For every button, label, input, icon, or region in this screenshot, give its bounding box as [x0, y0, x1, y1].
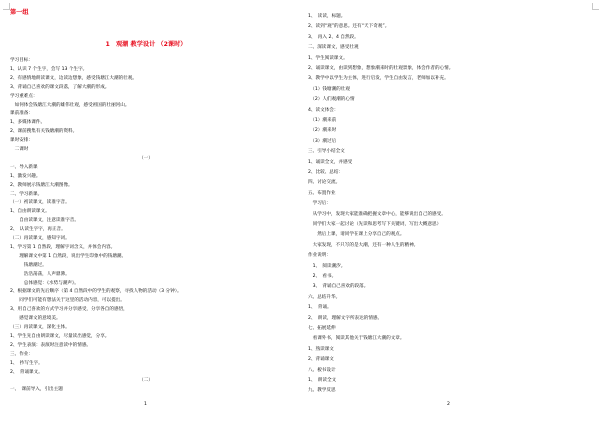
text-line: （1）潮来前: [308, 118, 337, 123]
text-line: 1、诵读全文，并感受: [308, 159, 353, 165]
text-line: 1、 抄写生字。: [10, 360, 43, 366]
text-line: 1、激发兴趣。: [10, 173, 41, 179]
text-line: （三）再读课文，深化主体。: [10, 325, 70, 330]
text-line: 钱塘潮过。: [10, 262, 47, 268]
text-line: 2、 朗读，理解文字所表达的情感。: [308, 315, 383, 321]
text-line: （二）再读课文，感知字词。: [10, 236, 70, 241]
text-line: 二、深读课文，感受壮观: [308, 45, 359, 51]
text-line: 3、用自己喜欢的方式学习并分享感受，分享各自的感悟，: [10, 307, 128, 313]
text-line: 从学习中，发现大家能准确把握文章中心，能够说出自己的感受。: [308, 211, 446, 217]
text-line: 2、学生表演：表演时注意读中的情感。: [10, 342, 92, 348]
text-line: 三、引导小结全文: [308, 149, 345, 155]
text-line: 一、导入新课: [10, 164, 38, 170]
text-line: 作业说明：: [308, 253, 331, 259]
text-line: 八、板书设计: [308, 367, 336, 373]
text-line: 六、总结升华。: [308, 294, 341, 300]
text-line: （2）潮来时: [308, 128, 337, 134]
text-line: 同学们可能有想法关于这里的活动内容，可以提出。: [10, 298, 125, 304]
text-line: 学习后：: [308, 201, 331, 207]
text-line: 学习目标：: [10, 58, 33, 63]
text-line: 课前准备：: [10, 111, 33, 117]
page-gutter: [292, 0, 300, 429]
text-line: （1）钱塘潮的壮观: [308, 86, 350, 92]
text-line: （一）: [139, 155, 153, 161]
text-line: 大家发现，不只写的是大潮，还有一种人生的精神。: [308, 242, 419, 248]
text-line: 1、多媒体课件。: [10, 120, 46, 126]
text-line: 同学们大家一起讨论（先读和思考写下关键词，写出大概意思）: [308, 222, 442, 227]
text-line: 1、 背诵。: [308, 305, 332, 311]
text-line: 2、 认读生字字，再正音。: [10, 227, 66, 233]
text-line: 4、读文体会：: [308, 107, 339, 113]
text-line: 2、课前搜集有关钱塘潮的资料。: [10, 129, 78, 135]
text-line: 2、教师展示钱塘江大潮图像。: [10, 182, 73, 188]
text-line: 1、 朗读全文: [308, 378, 337, 383]
text-line: 2、 看书。: [308, 274, 337, 279]
text-line: （一）初读课文，读准字音。: [10, 200, 70, 206]
crop-mark-top-left: [3, 3, 10, 10]
text-line: 1、熟读课文: [308, 346, 334, 352]
text-line: 感觉课文的意境美。: [10, 316, 61, 322]
text-line: 理解课文中第 1 自然段，说出学生印象中的钱塘潮。: [10, 253, 127, 259]
text-line: 1、 读读，标题。: [308, 14, 346, 19]
right-page: [300, 0, 600, 429]
text-line: （2）人们观潮的心情: [308, 97, 355, 103]
text-line: 3、教学中以学生为主体，进行启发，学生自由发言，老师加以补充。: [308, 76, 449, 82]
left-page: [0, 0, 292, 429]
text-line: 2、 背诵课文。: [10, 369, 43, 375]
lesson-title: 1 观潮 教学设计 （2课时）: [105, 41, 187, 48]
text-line: 然后上课，请同学在课上分享自己的观点。: [308, 232, 405, 238]
text-line: 七、拓展延伸: [308, 326, 336, 331]
text-line: 五、布置作业: [308, 190, 336, 196]
text-line: 自由读课文，注意读准字音。: [10, 218, 79, 224]
text-line: 2、根据课文的先后顺序（第 4 自然段中的学生的观察，寻找人物的活动（3 分钟）。: [10, 289, 182, 295]
text-line: 2、比较、总结：: [308, 170, 344, 175]
text-line: 四、讨论交流。: [308, 180, 341, 186]
text-line: 二课时: [10, 147, 29, 152]
text-line: 3、 背诵自己喜欢的段落。: [308, 284, 369, 290]
text-line: 学习重难点：: [10, 93, 38, 99]
text-line: 3、背诵自己喜欢的课文段落，了解大潮的形成。: [10, 84, 110, 90]
text-line: 1、学生阅读课文。: [308, 55, 348, 61]
text-line: 如何体会钱塘江大潮的雄伟壮观，感受祖国的壮丽河山。: [10, 102, 130, 108]
text-line: （二）: [139, 378, 153, 384]
text-line: 1、自由朗读课文。: [10, 209, 50, 215]
page-number-left: 1: [144, 402, 147, 407]
crop-mark-top-right: [592, 3, 599, 10]
text-line: 三、作业：: [10, 351, 33, 357]
text-line: 1、 阅读潮汐。: [308, 263, 346, 269]
text-line: （3）潮过后: [308, 138, 337, 144]
text-line: 1、学习第 1 自然段，理解字词含义，并体会内容。: [10, 244, 116, 250]
text-line: 浩浩荡荡，人声鼎沸。: [10, 271, 70, 277]
text-line: 二、学习新课。: [10, 191, 43, 197]
text-line: 一、 课前导入，引出主题: [10, 387, 63, 393]
text-line: 1、学生先自由朗读课文，尽量读出感觉，分享。: [10, 333, 110, 339]
text-line: 2、读到“观”的意思。还有“天下奇观”。: [308, 24, 390, 30]
text-line: 九、教学反思: [308, 388, 336, 394]
text-line: 3、 再入 2、4 自然段。: [308, 34, 359, 40]
text-line: 1、认识 7 个生字，会写 13 个生字。: [10, 66, 88, 72]
page-number-right: 2: [447, 402, 450, 407]
text-line: 2、背诵课文: [308, 357, 334, 363]
text-line: 总体感觉：《水势与潮声》。: [10, 280, 79, 286]
text-line: 2、诵读课文，由读到想象，想象潮来时的壮观景象，体会作者的心情。: [308, 66, 454, 71]
text-line: 看课外书，阅读其他关于钱塘江大潮的文章。: [308, 336, 405, 342]
chapter-label: 第一组: [10, 9, 29, 16]
text-line: 课时安排：: [10, 138, 33, 144]
text-line: 2、有感情地朗读课文，边读边想象，感受钱塘江大潮的壮观。: [10, 75, 137, 81]
